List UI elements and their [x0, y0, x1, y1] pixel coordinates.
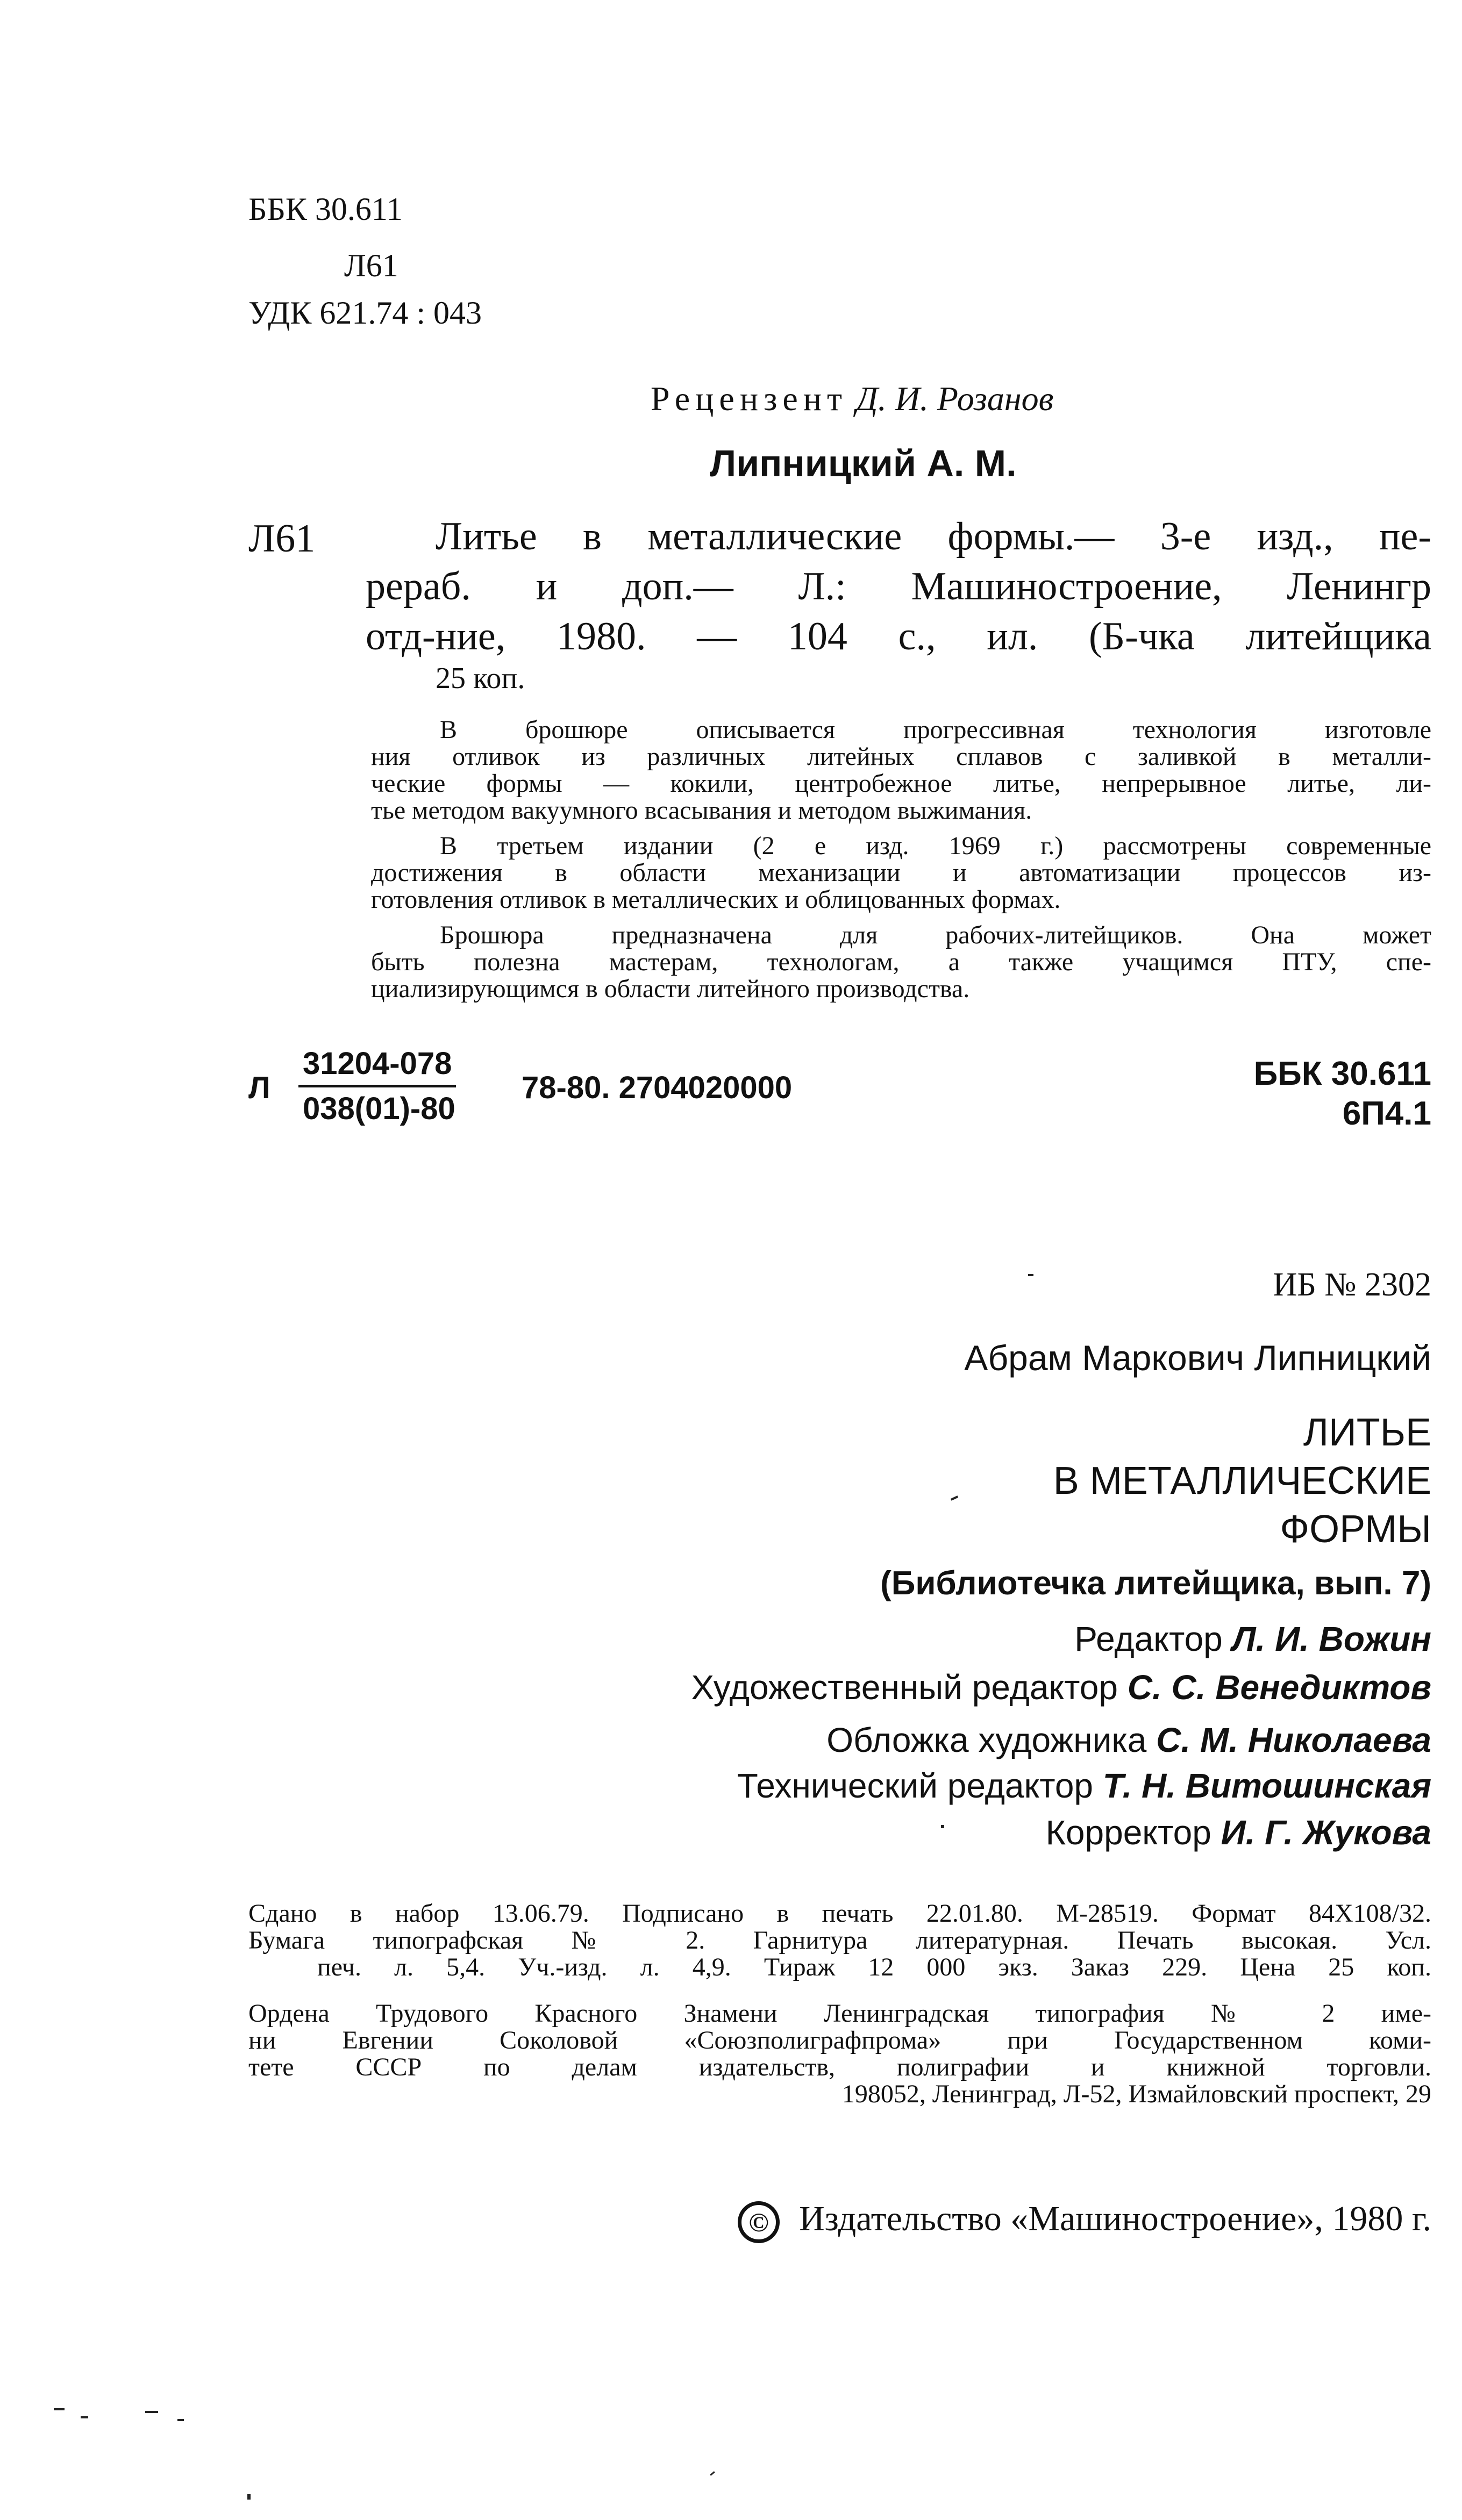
udk-code: УДК 621.74 : 043 [248, 295, 482, 331]
title-line-1: ЛИТЬЕ [1303, 1411, 1431, 1454]
class-sub: 6П4.1 [1342, 1095, 1431, 1132]
print-info-line-2: Бумага типографская № 2. Гарнитура литературная. Печать высокая. Усл. [248, 1926, 1431, 1955]
credit-art-editor [691, 1667, 1432, 1707]
credit-editor [1074, 1619, 1431, 1659]
printer-info-line-1: Ордена Трудового Красного Знамени Ленинградская типография № 2 име- [248, 1999, 1431, 2028]
bbk-code: ББК 30.611 [248, 191, 403, 227]
class-code: 78-80. 2704020000 [522, 1070, 793, 1105]
class-bbk: ББК 30.611 [1253, 1055, 1431, 1092]
scan-speck [951, 1495, 958, 1501]
scan-speck [1028, 1274, 1033, 1276]
class-fraction [298, 1046, 460, 1127]
credit-tech-editor-role: Технический редактор [737, 1766, 1093, 1805]
credit-art-editor-role: Художественный редактор [691, 1668, 1118, 1707]
scan-speck [54, 2408, 65, 2410]
credit-tech-editor-name: Т. Н. Витошинская [1102, 1766, 1431, 1805]
author-heading: Липницкий А. М. [710, 442, 1017, 484]
printer-info-line-2: ни Евгении Соколовой «Союзполиграфпрома» при Государственном коми- [248, 2026, 1431, 2054]
scan-speck [145, 2411, 158, 2413]
annotation-line-3: ческие формы — кокили, центробежное литье, непрерывное литье, ли- [371, 769, 1431, 798]
annotation-line-7: готовления отливок в металлических и облицованных формах. [371, 885, 1061, 914]
credit-corrector-name: И. Г. Жукова [1221, 1813, 1431, 1852]
annotation-line-5: В третьем издании (2 е изд. 1969 г.) рассмотрены современные [440, 832, 1431, 860]
annotation-line-9: быть полезна мастерам, технологам, а также учащимся ПТУ, спе- [371, 948, 1431, 976]
credit-editor-name: Л. И. Вожин [1232, 1620, 1431, 1658]
class-letter: Л [248, 1070, 270, 1105]
printer-address: 198052, Ленинград, Л-52, Измайловский проспект, 29 [841, 2080, 1431, 2108]
scan-speck [247, 2494, 251, 2500]
title-line-3: ФОРМЫ [1280, 1508, 1431, 1551]
annotation-line-8: Брошюра предназначена для рабочих-литейщиков. Она может [440, 921, 1431, 949]
annotation-line-10: циализирующимся в области литейного производства. [371, 975, 970, 1003]
annotation-line-1: В брошюре описывается прогрессивная технология изготовле [440, 715, 1431, 744]
copyright-text: Издательство «Машиностроение», 1980 г. [799, 2199, 1431, 2238]
l-code: Л61 [344, 248, 398, 283]
reviewer-line [651, 379, 1053, 419]
credit-cover [826, 1720, 1431, 1760]
scan-speck [81, 2416, 88, 2418]
scan-speck [177, 2419, 184, 2421]
reviewer-name: Д. И. Розанов [855, 380, 1054, 418]
catalog-code: Л61 [248, 517, 316, 561]
credit-art-editor-name: С. С. Венедиктов [1127, 1668, 1431, 1707]
catalog-line-1: Литье в металлические формы.— 3-е изд., пе- [436, 514, 1431, 559]
printer-info-line-3: тете СССР по делам издательств, полиграфии и книжной торговли. [248, 2053, 1431, 2081]
print-info-line-1: Сдано в набор 13.06.79. Подписано в печать 22.01.80. М-28519. Формат 84Х108/32. [248, 1899, 1431, 1928]
credit-tech-editor [737, 1766, 1431, 1806]
annotation-line-6: достижения в области механизации и автоматизации процессов из- [371, 858, 1431, 887]
reviewer-label: Рецензент [651, 380, 847, 418]
title-line-2: В МЕТАЛЛИЧЕСКИЕ [1053, 1459, 1431, 1502]
credit-editor-role: Редактор [1074, 1620, 1223, 1658]
catalog-price: 25 коп. [436, 662, 525, 695]
scan-speck [941, 1825, 944, 1828]
catalog-line-2: рераб. и доп.— Л.: Машиностроение, Ленингр [366, 564, 1431, 608]
credit-cover-name: С. М. Николаева [1156, 1721, 1431, 1759]
class-numerator: 31204-078 [298, 1046, 456, 1087]
annotation-line-4: тье методом вакуумного всасывания и методом выжимания. [371, 796, 1032, 825]
catalog-line-3: отд-ние, 1980. — 104 с., ил. (Б-чка литейщика [366, 614, 1431, 658]
scan-speck [710, 2471, 715, 2476]
print-info-line-3: печ. л. 5,4. Уч.-изд. л. 4,9. Тираж 12 000 экз. Заказ 229. Цена 25 коп. [317, 1953, 1431, 1981]
class-denominator: 038(01)-80 [303, 1091, 455, 1126]
copyright-icon: © [738, 2201, 780, 2243]
annotation-line-2: ния отливок из различных литейных сплавов с заливкой в металли- [371, 742, 1431, 771]
series: (Библиотечка литейщика, вып. 7) [880, 1565, 1431, 1602]
credit-corrector [1046, 1813, 1431, 1852]
ib-number: ИБ № 2302 [1273, 1266, 1431, 1303]
credit-cover-role: Обложка художника [826, 1721, 1147, 1759]
copyright-line [738, 2199, 1431, 2243]
full-author: Абрам Маркович Липницкий [964, 1338, 1431, 1378]
credit-corrector-role: Корректор [1045, 1813, 1211, 1852]
